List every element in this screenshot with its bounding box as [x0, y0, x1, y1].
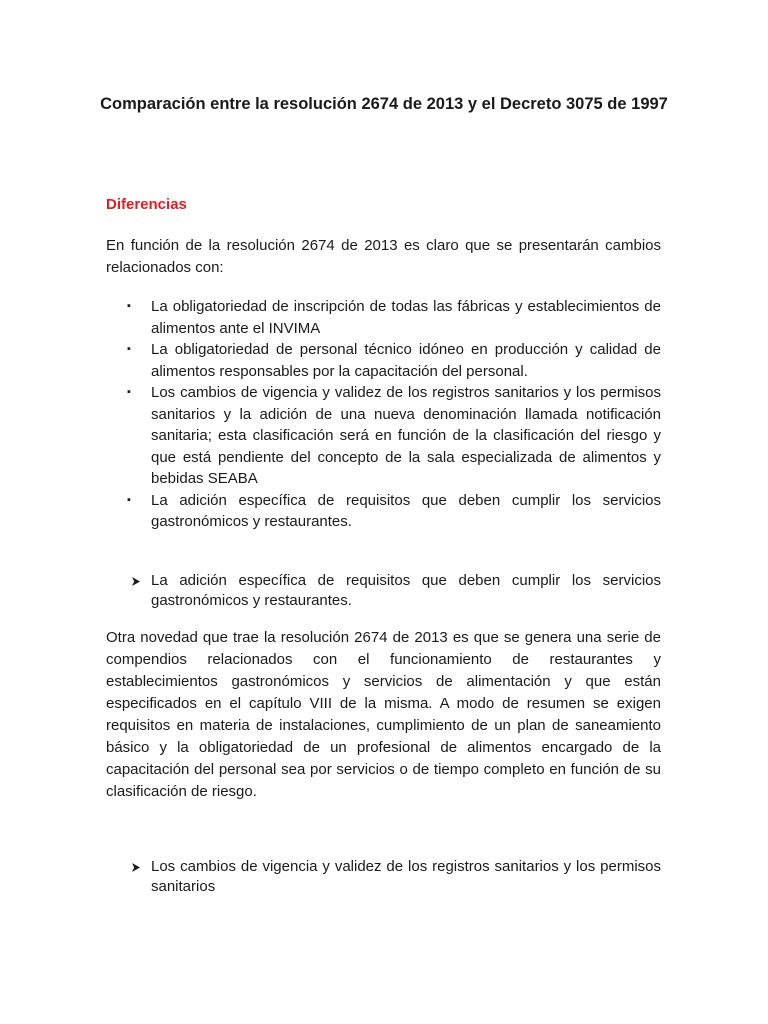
arrow-list-item-vigencia [106, 857, 661, 897]
arrowhead-bullet-icon [131, 862, 141, 873]
square-bullet-icon: ▪ [127, 386, 131, 398]
square-bullet-icon: ▪ [127, 343, 131, 355]
bullet-item [106, 296, 661, 339]
square-bullet-icon: ▪ [127, 493, 131, 506]
bullet-text: La obligatoriedad de personal técnico idóneo en producción y calidad de alimentos responsables por la capacitación del personal. [151, 341, 661, 380]
bullet-item [106, 339, 661, 382]
bullet-text: La adición específica de requisitos que deben cumplir los servicios gastronómicos y restaurantes. [151, 491, 661, 530]
bullet-text: La obligatoriedad de inscripción de todas las fábricas y establecimientos de alimentos ante el INVIMA [151, 298, 661, 337]
novedad-paragraph: Otra novedad que trae la resolución 2674 de 2013 es que se genera una serie de compendios relacionados con el funcionamiento de restaurantes y establecimientos gastronómicos y servicios de alimentación y que están especificados en el capítulo VIII de la misma. A modo de resumen se exigen requisitos en materia de instalaciones, cumplimiento de un plan de saneamiento básico y la obligatoriedad de un profesional de alimentos encargado de la capacitación del personal sea por servicios o de tiempo completo en función de su clasificación de riesgo. [106, 629, 661, 800]
arrow-list-item-requisitos [106, 571, 661, 611]
arrow-item-text: La adición específica de requisitos que deben cumplir los servicios gastronómicos y restaurantes. [151, 572, 661, 609]
section-heading-diferencias: Diferencias [106, 196, 187, 213]
bullet-item [106, 490, 661, 533]
document-title: Comparación entre la resolución 2674 de 2013 y el Decreto 3075 de 1997 [100, 95, 668, 113]
arrowhead-bullet-icon [131, 576, 141, 587]
bullet-item [106, 382, 661, 490]
square-bullet-icon: ▪ [127, 300, 131, 312]
arrow-item-text: Los cambios de vigencia y validez de los registros sanitarios y los permisos sanitarios [151, 858, 661, 895]
intro-paragraph: En función de la resolución 2674 de 2013 es claro que se presentarán cambios relacionados con: [106, 237, 661, 276]
differences-bullet-list [106, 296, 661, 533]
bullet-text: Los cambios de vigencia y validez de los registros sanitarios y los permisos sanitarios y la adición de una nueva denominación llamada notificación sanitaria; esta clasificación será en función de la clasificación del riesgo y que está pendiente del concepto de la sala especializada de alimentos y bebidas SEABA [151, 384, 661, 487]
